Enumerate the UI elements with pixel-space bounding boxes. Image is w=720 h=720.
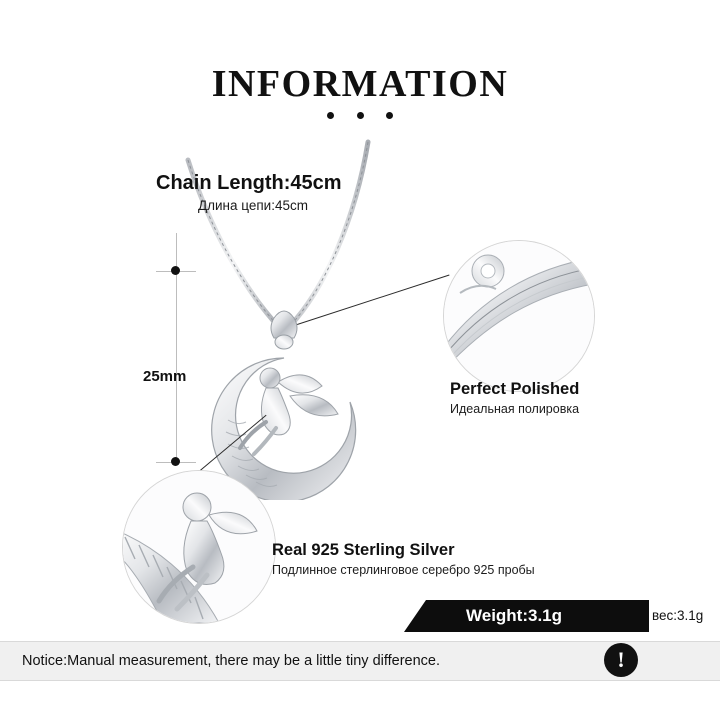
feature-polished-subtitle: Идеальная полировка [450,402,580,416]
bottom-measure-dot [171,457,180,466]
chain-length-label-ru: Длина цепи:45cm [198,198,308,213]
feature-polished-title: Perfect Polished [450,380,580,398]
silver-detail-bubble [122,470,276,624]
title-dot [357,112,364,119]
title-dot [327,112,334,119]
feature-silver-subtitle: Подлинное стерлинговое серебро 925 пробы [272,563,535,577]
title-dot [386,112,393,119]
feature-polished [450,380,579,416]
silver-detail-illustration [123,471,275,623]
top-measure-dot [171,266,180,275]
weight-label-ru: вес:3.1g [652,608,704,623]
pendant-size-label: 25mm [143,368,187,385]
page-title: INFORMATION [211,63,509,105]
feature-silver [272,541,535,577]
weight-label: Weight:3.1g [466,606,563,625]
polished-detail-illustration [444,241,594,391]
exclamation-icon: ! [604,643,638,677]
weight-badge [404,600,720,632]
chain-length-label: Chain Length:45cm [156,172,342,194]
polished-detail-bubble [443,240,595,392]
notice-text: Notice:Manual measurement, there may be a little tiny difference. [22,653,441,669]
feature-silver-title: Real 925 Sterling Silver [272,541,455,559]
